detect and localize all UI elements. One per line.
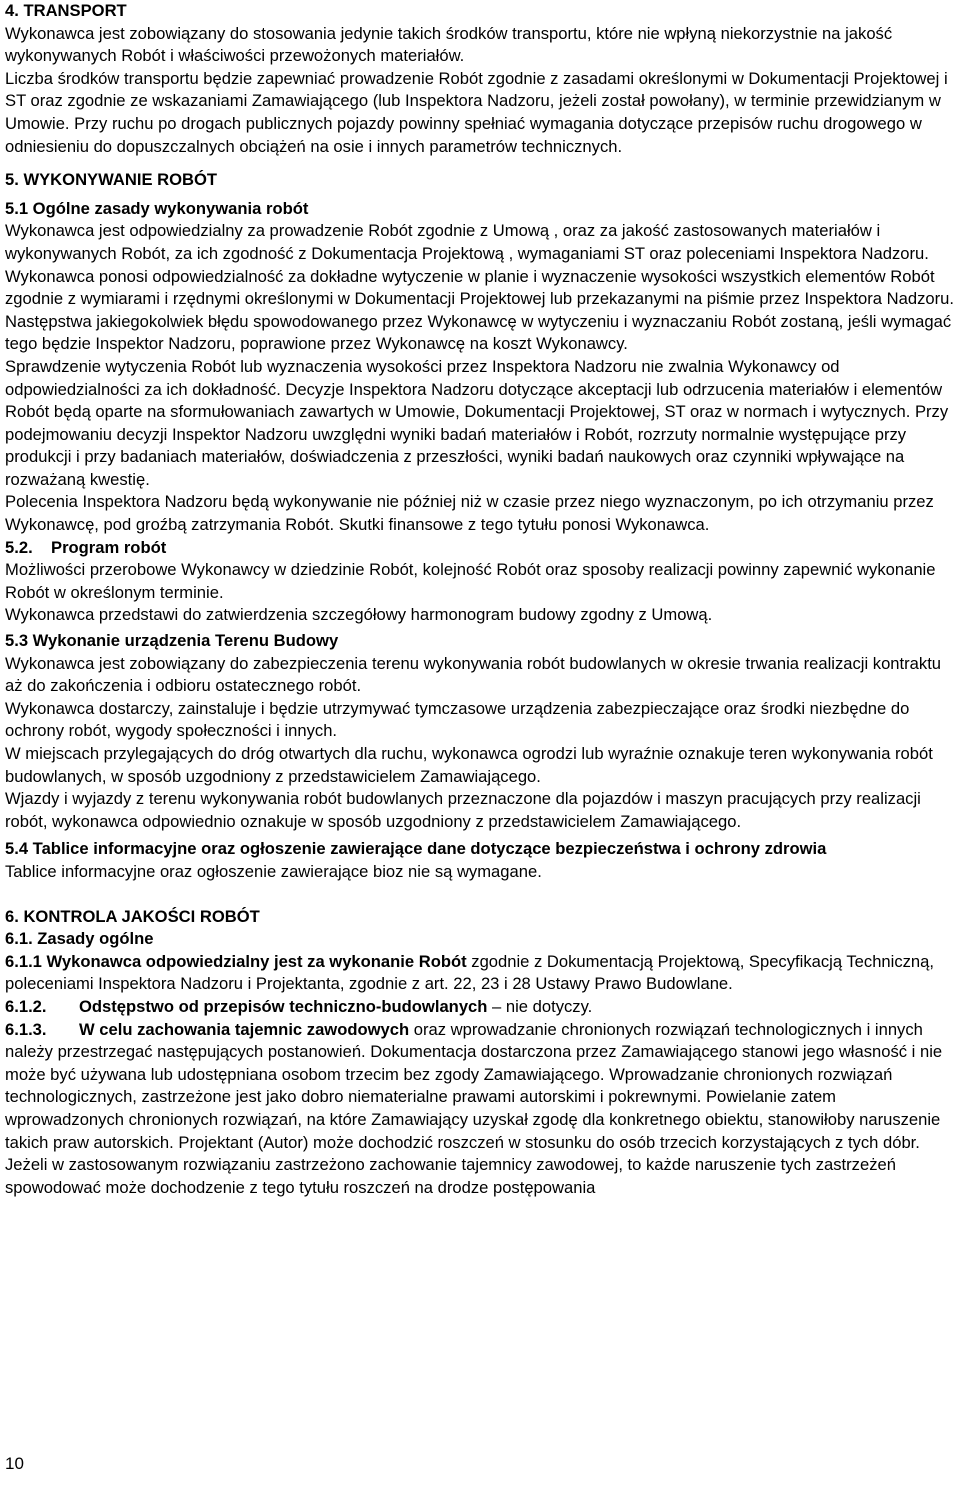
section-6-1-3-number: 6.1.3. — [5, 1019, 47, 1039]
section-5-4-paragraph: Tablice informacyjne oraz ogłoszenie zawierające bioz nie są wymagane. — [5, 861, 542, 881]
section-4-paragraph-1: Wykonawca jest zobowiązany do stosowania jedynie takich środków transportu, które nie wpłyną niekorzystnie na jakość wykonywanych Robót i właściwości przewożonych materiałów. — [5, 23, 893, 66]
section-5-2-title: Program robót — [51, 537, 167, 557]
section-5-4-heading: 5.4 Tablice informacyjne oraz ogłoszenie zawierające dane dotyczące bezpieczeństwa i ochrony zdrowia — [5, 839, 827, 859]
section-6-1-1-paragraph — [5, 951, 957, 996]
section-5-1-paragraph-3: Sprawdzenie wytyczenia Robót lub wyznaczenia wysokości przez Inspektora Nadzoru nie zwalnia Wykonawcy od odpowiedzialności za ich dokładność. Decyzje Inspektora Nadzoru dotyczące akceptacji lub odrzucenia materiałów i elementów Robót będą oparte na sformułowaniach zawartych w Umowie, Dokumentacji Projektowej, ST oraz w normach i wytycznych. Przy podejmowaniu decyzji Inspektor Nadzoru uwzględni wyniki badań materiałów i Robót, rozrzuty normalnie występujące przy produkcji i przy badaniach materiałów, doświadczenia z przeszłości, wyniki badań naukowych oraz czynniki wpływające na rozważaną kwestię. — [5, 356, 949, 489]
section-5-2-number: 5.2. — [5, 537, 33, 557]
section-4-heading: 4. TRANSPORT — [5, 1, 127, 20]
section-6-1-2-text: – nie dotyczy. — [487, 996, 593, 1016]
section-5-1-paragraph-1: Wykonawca jest odpowiedzialny za prowadzenie Robót zgodnie z Umową , oraz za jakość zastosowanych materiałów i wykonywanych Robót, za ich zgodność z Dokumentacja Projektową , wymaganiami ST oraz poleceniami Inspektora Nadzoru. Wykonawca ponosi odpowiedzialność za dokładne wytyczenie w planie i wyznaczenie wysokości wszystkich elementów Robót zgodnie z wymiarami i rzędnymi określonymi w Dokumentacji Projektowej lub przekazanymi na piśmie przez Inspektora Nadzoru. — [5, 221, 954, 309]
section-5-2-heading — [5, 537, 957, 560]
section-6-heading: 6. KONTROLA JAKOŚCI ROBÓT — [5, 906, 260, 926]
section-5-3-paragraph-2: Wykonawca dostarczy, zainstaluje i będzie utrzymywać tymczasowe urządzenia zabezpieczające oraz środki niezbędne do ochrony robót, wygody społeczności i innych. — [5, 698, 910, 741]
section-6-1-3-bold: W celu zachowania tajemnic zawodowych — [79, 1019, 410, 1039]
section-5-1-paragraph-2: Następstwa jakiegokolwiek błędu spowodowanego przez Wykonawcę w wytyczeniu i wyznaczaniu Robót zostaną, jeśli wymagać tego będzie Inspektor Nadzoru, poprawione przez Wykonawcę na koszt Wykonawcy. — [5, 311, 952, 354]
section-6-1-2-paragraph — [5, 996, 957, 1019]
section-5-3-paragraph-4: Wjazdy i wyjazdy z terenu wykonywania robót budowlanych przeznaczone dla pojazdów i maszyn pracujących przy realizacji robót, wykonawca odpowiednio oznakuje w sposób uzgodniony z przedstawicielem Zamawiającego. — [5, 789, 921, 831]
section-5-3-paragraph-3: W miejscach przylegających do dróg otwartych dla ruchu, wykonawca ogrodzi lub wyraźnie oznakuje teren wykonywania robót budowlanych, w sposób uzgodniony z przedstawicielem Zamawiającego. — [5, 744, 933, 786]
section-6-1-3-text: oraz wprowadzanie chronionych rozwiązań technologicznych i innych należy przestrzegać następujących postanowień. Dokumentacja dostarczona przez Zamawiającego stanowi jego własność i nie może być używana lub udostępniana osobom trzecim bez zgody Zamawiającego. Wprowadzanie chronionych rozwiązań technologicznych, zastrzeżone jest jako dobro niematerialne prawami autorskimi i pokrewnymi. Powielanie zatem wprowadzonych chronionych rozwiązań, na które Zamawiający uzyskał zgodę dla konkretnego obiektu, stanowiłoby naruszenie takich praw autorskich. Projektant (Autor) może dochodzić roszczeń w stosunku do osób trzecich korzystających z tych dóbr. Jeżeli w zastosowanym rozwiązaniu zastrzeżono zachowanie tajemnicy zawodowej, to każde naruszenie tych zastrzeżeń spowodować może dochodzenie z tego tytułu roszczeń na drodze postępowania — [5, 1019, 943, 1197]
page-number: 10 — [5, 1454, 24, 1473]
section-5-1-heading: 5.1 Ogólne zasady wykonywania robót — [5, 198, 309, 218]
section-6-1-1-bold: 6.1.1 Wykonawca odpowiedzialny jest za wykonanie Robót — [5, 951, 467, 971]
section-6-1-2-number: 6.1.2. — [5, 996, 47, 1016]
document-page — [5, 0, 957, 1199]
section-5-1-paragraph-4: Polecenia Inspektora Nadzoru będą wykonywanie nie później niż w czasie przez niego wyznaczonym, po ich otrzymaniu przez Wykonawcę, pod groźbą zatrzymania Robót. Skutki finansowe z tego tytułu ponosi Wykonawca. — [5, 492, 934, 535]
section-6-1-1-text: zgodnie z Dokumentacją Projektową, Specyfikacją Techniczną, poleceniami Inspektora Nadzoru i Projektanta, zgodnie z art. 22, 23 i 28 Ustawy Prawo Budowlane. — [5, 951, 935, 994]
section-6-1-2-bold: Odstępstwo od przepisów techniczno-budowlanych — [79, 996, 488, 1016]
section-5-3-paragraph-1: Wykonawca jest zobowiązany do zabezpieczenia terenu wykonywania robót budowlanych w okresie trwania realizacji kontraktu aż do zakończenia i odbioru ostatecznego robót. — [5, 653, 942, 696]
section-5-2-paragraph-2: Wykonawca przedstawi do zatwierdzenia szczegółowy harmonogram budowy zgodny z Umową. — [5, 605, 713, 625]
section-5-3-heading: 5.3 Wykonanie urządzenia Terenu Budowy — [5, 631, 339, 651]
section-5-heading: 5. WYKONYWANIE ROBÓT — [5, 170, 218, 190]
section-6-1-3-paragraph — [5, 1019, 957, 1200]
section-5-2-paragraph-1: Możliwości przerobowe Wykonawcy w dziedzinie Robót, kolejność Robót oraz sposoby realizacji powinny zapewnić wykonanie Robót w określonym terminie. — [5, 560, 936, 602]
section-4-paragraph-2: Liczba środków transportu będzie zapewniać prowadzenie Robót zgodnie z zasadami określonymi w Dokumentacji Projektowej i ST oraz zgodnie ze wskazaniami Zamawiającego (lub Inspektora Nadzoru, jeżeli został powołany), w terminie przewidzianym w Umowie. Przy ruchu po drogach publicznych pojazdy powinny spełniać wymagania dotyczące przepisów ruchu drogowego w odniesieniu do dopuszczalnych obciążeń na osie i innych parametrów technicznych. — [5, 68, 948, 156]
section-6-1-heading: 6.1. Zasady ogólne — [5, 929, 154, 949]
